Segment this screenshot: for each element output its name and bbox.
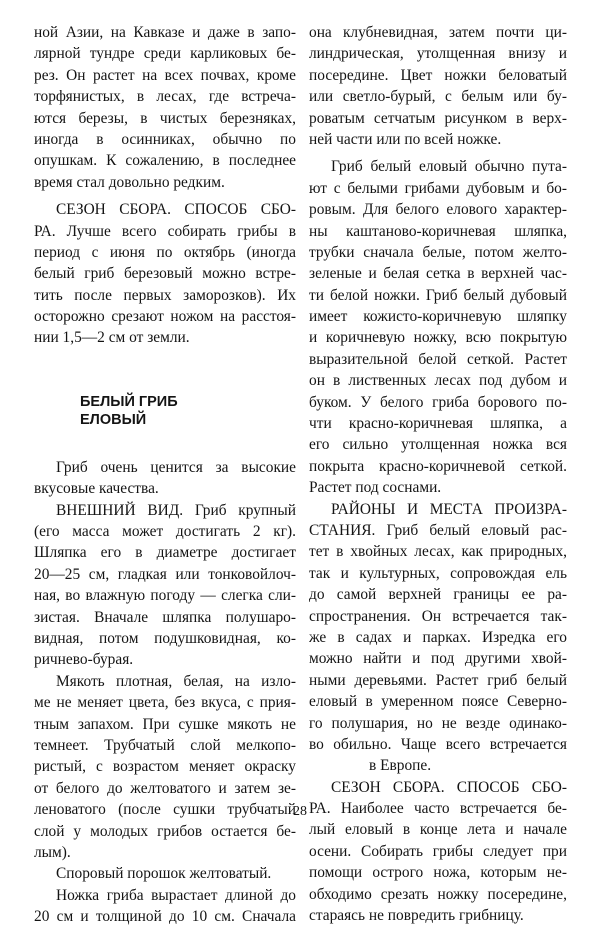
text-line: же в садах и парках. Изредка его <box>309 628 567 646</box>
text-line: до самой верхней границы ее ра- <box>309 586 567 604</box>
text-line: 20—25 см, гладкая или тонковойлоч- <box>34 565 296 583</box>
text-line: ны каштаново-коричневая шляпка, <box>309 222 567 240</box>
text-line: ными деревьями. Растет гриб белый <box>309 671 567 689</box>
text-line: слой у молодых грибов остается бе- <box>34 822 296 840</box>
section-heading <box>34 393 296 429</box>
text-line: осени. Собирать грибы следует при <box>309 842 567 860</box>
text-line: осторожно срезают ножом на расстоя- <box>34 308 296 326</box>
paragraph-stem-continued <box>309 22 567 150</box>
text-line: линдрическая, утолщенная внизу и <box>309 45 567 63</box>
page-number: 28 <box>293 804 307 819</box>
paragraph-confusion <box>309 156 567 498</box>
text-line: Ножка гриба вырастает длиной до <box>56 886 296 904</box>
text-line: темнеет. Трубчатый слой мелкопо- <box>34 736 296 754</box>
text-line: имеет кожисто-коричневую шляпку <box>309 308 567 326</box>
text-line: зистая. Вначале шляпка полушаро- <box>34 608 296 626</box>
text-line: лярной тундре среди карликовых бе- <box>34 45 296 63</box>
heading-line: ЕЛОВЫЙ <box>80 411 147 428</box>
text-line: стараясь не повредить грибницу. <box>309 907 524 925</box>
text-line: Растет под соснами. <box>309 479 442 497</box>
text-line: РА. Наиболее часто встречается бе- <box>309 800 567 818</box>
text-line: тить после первых заморозков). Их <box>34 286 296 304</box>
text-line: тным запахом. При сушке мякоть не <box>34 715 296 733</box>
text-line: чти красно-коричневая шляпка, а <box>309 415 567 433</box>
text-line: можно найти и под другими хвой- <box>309 650 567 668</box>
text-line: покрыта красно-коричневой сеткой. <box>309 457 567 475</box>
text-line: и коричневую ножку, всю покрытую <box>309 329 567 347</box>
text-line: Споровый порошок желтоватый. <box>56 865 272 883</box>
text-line: роватым сетчатым рисунком в верх- <box>309 109 567 127</box>
heading-line: БЕЛЫЙ ГРИБ <box>80 393 178 410</box>
text-line: ной Азии, на Кавказе и даже в запо- <box>34 24 296 41</box>
text-line: она клубневидная, затем почти ци- <box>309 24 567 41</box>
text-line: ристый, с возрастом меняет окраску <box>34 758 296 776</box>
text-line: леноватого (после сушки трубчатый <box>34 801 296 819</box>
text-line: период с июня по октябрь (иногда <box>34 243 296 261</box>
text-line: посередине. Цвет ножки беловатый <box>309 66 567 84</box>
text-line: ровым. Для белого елового характер- <box>309 201 567 219</box>
text-line: помощи острого ножа, которым не- <box>309 864 567 882</box>
text-line: опушкам. К сожалению, в последнее <box>34 152 296 170</box>
text-line: нии 1,5—2 см от земли. <box>34 329 190 347</box>
text-line: вкусовые качества. <box>34 480 159 498</box>
text-line: рез. Он растет на всех почвах, кроме <box>34 66 296 84</box>
text-line: иногда в осинниках, обычно по <box>34 130 296 148</box>
paragraph-flesh <box>34 671 296 864</box>
text-line: выразительной белой сеткой. Растет <box>309 350 567 368</box>
text-line: СЕЗОН СБОРА. СПОСОБ СБО- <box>56 201 296 219</box>
text-line: спространения. Он встречается так- <box>309 607 567 625</box>
text-line: СЕЗОН СБОРА. СПОСОБ СБО- <box>331 778 567 796</box>
paragraph-intro <box>34 22 296 193</box>
left-column <box>34 22 296 927</box>
text-line: буком. У белого гриба борового по- <box>309 393 567 411</box>
text-line: лым). <box>34 843 71 861</box>
text-line: его сильно утолщенная ножка вся <box>309 436 567 454</box>
text-line: еловый в умеренном поясе Северно- <box>309 693 567 711</box>
text-line: РАЙОНЫ И МЕСТА ПРОИЗРА- <box>331 500 567 518</box>
text-line: ют с белыми грибами дубовым и бо- <box>309 179 567 197</box>
text-line: обходимо срезать ножку посередине, <box>309 885 567 903</box>
text-line: тет в хвойных лесах, как природных, <box>309 543 567 561</box>
text-line: СТАНИЯ. Гриб белый еловый рас- <box>309 521 567 539</box>
text-line: ВНЕШНИЙ ВИД. Гриб крупный <box>56 501 296 519</box>
text-line: ме не меняет цвета, без вкуса, с прия- <box>34 694 296 712</box>
text-line: го полушария, но не везде одинако- <box>309 714 567 732</box>
text-line: торфянистых, в лесах, где встреча- <box>34 88 296 106</box>
text-line: ная, во влажную погоду — слегка сли- <box>34 587 296 605</box>
text-line: ней части или по всей ножке. <box>309 130 502 148</box>
text-line: (его масса может достигать 2 кг). <box>34 523 296 541</box>
text-line: ти белой ножки. Гриб белый дубовый <box>309 286 567 304</box>
text-line: во обильно. Чаще всего встречается <box>309 735 567 753</box>
text-line: он в лиственных лесах под дубом и <box>309 372 567 390</box>
text-line: Гриб белый еловый обычно пута- <box>331 158 567 176</box>
text-line: так и культурных, сопровождая ель <box>309 564 567 582</box>
text-line: Гриб очень ценится за высокие <box>56 458 296 476</box>
text-line: РА. Лучше всего собирать грибы в <box>34 222 296 240</box>
paragraph-appearance <box>34 500 296 671</box>
paragraph-season-2 <box>309 777 567 927</box>
paragraph-regions <box>309 499 567 777</box>
text-line: в Европе. <box>369 757 432 775</box>
text-line: 20 см и толщиной до 10 см. Сначала <box>34 908 296 926</box>
right-column <box>309 22 567 926</box>
text-line: Мякоть плотная, белая, на изло- <box>56 672 296 690</box>
text-line: или светло-бурый, с белым или бу- <box>309 88 567 106</box>
paragraph-spore <box>34 863 296 884</box>
paragraph-stem <box>34 885 296 927</box>
text-line: ются березы, в чистых березняках, <box>34 109 296 127</box>
text-line: белый гриб березовый можно встре- <box>34 265 296 283</box>
text-line: лый еловый в конце лета и начале <box>309 821 567 839</box>
text-line: зеленые и белая сетка в верхней час- <box>309 265 567 283</box>
text-line: время стал довольно редким. <box>34 173 225 191</box>
text-line: от белого до желтоватого и затем зе- <box>34 779 296 797</box>
paragraph-value <box>34 457 296 500</box>
text-line: трубки сначала белые, потом желто- <box>309 243 567 261</box>
paragraph-season <box>34 199 296 349</box>
text-line: видная, потом подушковидная, ко- <box>34 629 296 647</box>
text-line: ричнево-бурая. <box>34 651 134 669</box>
text-line: Шляпка его в диаметре достигает <box>34 544 296 562</box>
